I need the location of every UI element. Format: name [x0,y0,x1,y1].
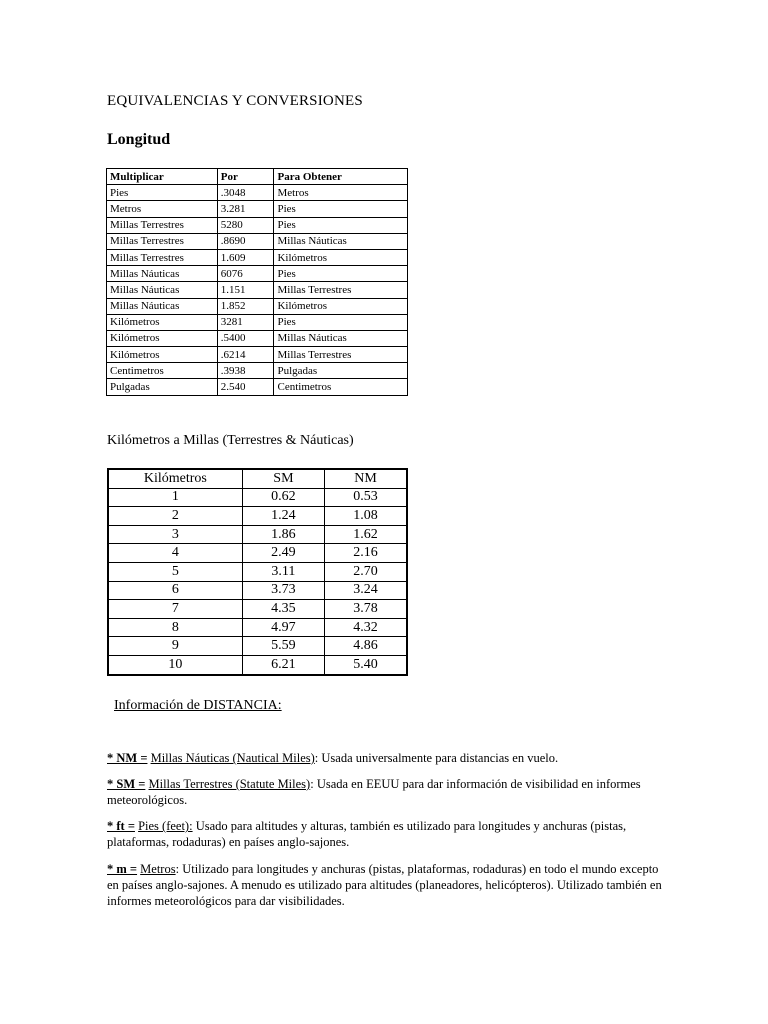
cell-por: .5400 [217,330,274,346]
cell-multiplicar: Millas Náuticas [107,266,218,282]
cell-para-obtener: Millas Náuticas [274,233,408,249]
km-table-row [108,544,407,563]
cell-kilometros: 10 [108,655,242,674]
definition-nm-key: * NM = [107,751,148,765]
definition-ft-term: Pies (feet): [138,819,193,833]
definition-nm [107,750,667,766]
cell-para-obtener: Kilómetros [274,298,408,314]
cell-para-obtener: Millas Terrestres [274,282,408,298]
cell-multiplicar: Millas Náuticas [107,282,218,298]
definition-nm-term: Millas Náuticas (Nautical Miles) [150,751,315,765]
cell-nm: 2.16 [325,544,407,563]
cell-kilometros: 8 [108,618,242,637]
cell-sm: 1.24 [242,507,324,526]
conversion-table-header-row [107,169,408,185]
cell-por: 5280 [217,217,274,233]
cell-nm: 1.62 [325,525,407,544]
cell-por: .6214 [217,347,274,363]
cell-sm: 4.97 [242,618,324,637]
cell-sm: 2.49 [242,544,324,563]
column-header-nm: NM [325,469,407,488]
definition-sm-text: : Usada en EEUU para dar información de visibilidad en informes meteorológicos. [107,777,641,807]
cell-multiplicar: Kilómetros [107,347,218,363]
definition-m [107,861,667,909]
cell-multiplicar: Centimetros [107,363,218,379]
column-header-para-obtener: Para Obtener [274,169,408,185]
conversion-table-row [107,185,408,201]
cell-nm: 4.86 [325,637,407,656]
column-header-por: Por [217,169,274,185]
column-header-kilometros: Kilómetros [108,469,242,488]
definition-m-text: : Utilizado para longitudes y anchuras (pistas, plataformas, rodaduras) en todo el mundo excepto en países anglo-sajones. A menudo es utilizado para altitudes (planeadores, helicópteros). Utilizado también en informes meteorológicos para dar visibilidades. [107,862,662,908]
km-table-row [108,637,407,656]
conversion-table-row [107,282,408,298]
cell-nm: 0.53 [325,488,407,507]
column-header-sm: SM [242,469,324,488]
cell-multiplicar: Pies [107,185,218,201]
definition-m-key: * m = [107,862,138,876]
km-to-miles-table [107,468,408,676]
cell-para-obtener: Pies [274,201,408,217]
cell-kilometros: 1 [108,488,242,507]
cell-por: 1.151 [217,282,274,298]
cell-para-obtener: Pulgadas [274,363,408,379]
conversion-table-row [107,363,408,379]
km-table-row [108,507,407,526]
cell-multiplicar: Millas Terrestres [107,249,218,265]
cell-sm: 3.11 [242,562,324,581]
distance-info-heading: Información de DISTANCIA: [114,698,282,713]
cell-multiplicar: Millas Terrestres [107,233,218,249]
cell-multiplicar: Kilómetros [107,330,218,346]
cell-kilometros: 5 [108,562,242,581]
cell-sm: 1.86 [242,525,324,544]
cell-para-obtener: Millas Terrestres [274,347,408,363]
cell-sm: 4.35 [242,600,324,619]
km-table-row [108,562,407,581]
definition-ft-key: * ft = [107,819,135,833]
cell-sm: 0.62 [242,488,324,507]
cell-por: 1.852 [217,298,274,314]
document-title: EQUIVALENCIAS Y CONVERSIONES [107,93,363,109]
cell-para-obtener: Pies [274,266,408,282]
column-header-multiplicar: Multiplicar [107,169,218,185]
km-table-row [108,581,407,600]
conversion-table-row [107,379,408,395]
definition-nm-text: : Usada universalmente para distancias en vuelo. [314,751,559,765]
km-table-header-row [108,469,407,488]
cell-kilometros: 6 [108,581,242,600]
cell-multiplicar: Pulgadas [107,379,218,395]
cell-nm: 3.78 [325,600,407,619]
cell-kilometros: 2 [108,507,242,526]
conversion-table-row [107,266,408,282]
cell-sm: 3.73 [242,581,324,600]
cell-nm: 1.08 [325,507,407,526]
km-to-miles-caption: Kilómetros a Millas (Terrestres & Náuticas) [107,433,354,448]
cell-nm: 3.24 [325,581,407,600]
cell-por: 1.609 [217,249,274,265]
definition-ft [107,818,667,850]
cell-para-obtener: Kilómetros [274,249,408,265]
conversion-table-row [107,330,408,346]
cell-multiplicar: Kilómetros [107,314,218,330]
cell-por: 2.540 [217,379,274,395]
cell-multiplicar: Metros [107,201,218,217]
cell-kilometros: 3 [108,525,242,544]
cell-sm: 6.21 [242,655,324,674]
km-table-row [108,655,407,674]
cell-sm: 5.59 [242,637,324,656]
km-table-row [108,600,407,619]
definition-sm-key: * SM = [107,777,146,791]
conversion-table-row [107,249,408,265]
conversion-table-row [107,233,408,249]
cell-kilometros: 7 [108,600,242,619]
km-table-row [108,618,407,637]
definition-sm [107,776,667,808]
conversion-table-row [107,298,408,314]
cell-por: 3281 [217,314,274,330]
cell-por: 6076 [217,266,274,282]
cell-nm: 4.32 [325,618,407,637]
km-table-row [108,525,407,544]
conversion-table-row [107,347,408,363]
conversion-table-row [107,217,408,233]
cell-multiplicar: Millas Náuticas [107,298,218,314]
section-title-longitud: Longitud [107,131,171,148]
cell-por: .3048 [217,185,274,201]
cell-kilometros: 9 [108,637,242,656]
cell-para-obtener: Pies [274,314,408,330]
conversion-table-row [107,201,408,217]
cell-multiplicar: Millas Terrestres [107,217,218,233]
conversion-table [106,168,408,396]
cell-para-obtener: Centimetros [274,379,408,395]
cell-kilometros: 4 [108,544,242,563]
cell-nm: 2.70 [325,562,407,581]
cell-por: .8690 [217,233,274,249]
cell-nm: 5.40 [325,655,407,674]
conversion-table-row [107,314,408,330]
definition-ft-text: Usado para altitudes y alturas, también es utilizado para longitudes y anchuras (pistas, plataformas, rodaduras) en países anglo-sajones. [107,819,627,849]
cell-para-obtener: Pies [274,217,408,233]
definition-m-term: Metros [140,862,176,876]
cell-por: 3.281 [217,201,274,217]
definition-sm-term: Millas Terrestres (Statute Miles) [148,777,311,791]
cell-por: .3938 [217,363,274,379]
km-table-row [108,488,407,507]
cell-para-obtener: Metros [274,185,408,201]
cell-para-obtener: Millas Náuticas [274,330,408,346]
